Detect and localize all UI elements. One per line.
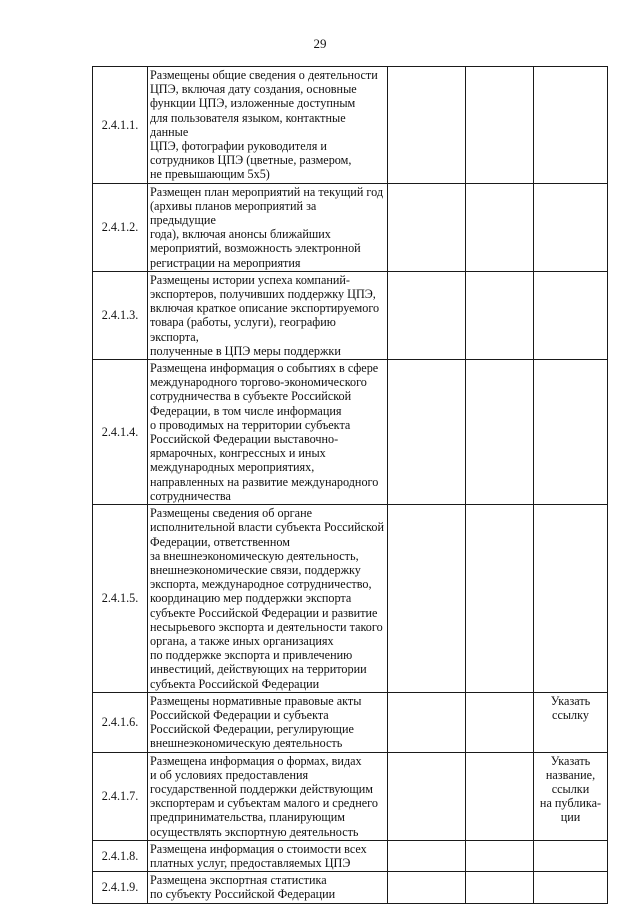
- row-number: 2.4.1.4.: [93, 360, 148, 505]
- row-note: Указать ссылку: [534, 692, 608, 752]
- row-criterion-text: Размещены истории успеха компаний- экспортеров, получивших поддержку ЦПЭ, включая краткое описание экспортируемого товара (работы, услуги), географию экспорта, полученные в ЦПЭ меры поддержки: [148, 271, 388, 359]
- row-number: 2.4.1.7.: [93, 752, 148, 840]
- row-number: 2.4.1.3.: [93, 271, 148, 359]
- row-note: [534, 872, 608, 903]
- row-number: 2.4.1.5.: [93, 505, 148, 693]
- empty-cell: [388, 505, 466, 693]
- row-note: Указать название, ссылки на публика- ции: [534, 752, 608, 840]
- row-note: [534, 271, 608, 359]
- empty-cell: [388, 692, 466, 752]
- row-number: 2.4.1.9.: [93, 872, 148, 903]
- row-number: 2.4.1.8.: [93, 840, 148, 871]
- table-row: [93, 183, 608, 271]
- empty-cell: [388, 271, 466, 359]
- row-number: 2.4.1.6.: [93, 692, 148, 752]
- empty-cell: [466, 360, 534, 505]
- page-number: 29: [313, 36, 327, 51]
- empty-cell: [466, 505, 534, 693]
- table-row: [93, 692, 608, 752]
- empty-cell: [466, 271, 534, 359]
- table-row: [93, 872, 608, 903]
- row-criterion-text: Размещены нормативные правовые акты Российской Федерации и субъекта Российской Федерации, регулирующие внешнеэкономическую деятельность: [148, 692, 388, 752]
- row-note: [534, 840, 608, 871]
- table-row: [93, 840, 608, 871]
- row-criterion-text: Размещена информация о формах, видах и об условиях предоставления государственной поддержки действующим экспортерам и субъектам малого и среднего предпринимательства, планирующим осуществлять экспортную деятельность: [148, 752, 388, 840]
- row-number: 2.4.1.2.: [93, 183, 148, 271]
- row-criterion-text: Размещены сведения об органе исполнительной власти субъекта Российской Федерации, ответственном за внешнеэкономическую деятельность, внешнеэкономические связи, поддержку экспорта, международное сотрудничество, координацию мер поддержки экспорта субъекте Российской Федерации и развитие несырьевого экспорта и деятельности такого органа, а также иных организациях по поддержке экспорта и привлечению инвестиций, действующих на территории субъекта Российской Федерации: [148, 505, 388, 693]
- empty-cell: [466, 183, 534, 271]
- empty-cell: [388, 752, 466, 840]
- row-note: [534, 67, 608, 184]
- empty-cell: [388, 67, 466, 184]
- table-row: [93, 505, 608, 693]
- empty-cell: [466, 840, 534, 871]
- empty-cell: [466, 692, 534, 752]
- row-criterion-text: Размещены общие сведения о деятельности ЦПЭ, включая дату создания, основные функции ЦПЭ, изложенные доступным для пользователя языком, контактные данные ЦПЭ, фотографии руководителя и сотрудников ЦПЭ (цветные, размером, не превышающим 5х5): [148, 67, 388, 184]
- empty-cell: [466, 752, 534, 840]
- row-note: [534, 505, 608, 693]
- empty-cell: [388, 840, 466, 871]
- table-row: [93, 752, 608, 840]
- row-criterion-text: Размещена информация о стоимости всех платных услуг, предоставляемых ЦПЭ: [148, 840, 388, 871]
- table-row: [93, 271, 608, 359]
- empty-cell: [466, 67, 534, 184]
- row-criterion-text: Размещена информация о событиях в сфере международного торгово-экономического сотрудничества в субъекте Российской Федерации, в том числе информация о проводимых на территории субъекта Российской Федерации выставочно- ярмарочных, конгрессных и иных международных мероприятиях, направленных на развитие международного сотрудничества: [148, 360, 388, 505]
- row-number: 2.4.1.1.: [93, 67, 148, 184]
- empty-cell: [466, 872, 534, 903]
- table-row: [93, 360, 608, 505]
- empty-cell: [388, 183, 466, 271]
- row-criterion-text: Размещена экспортная статистика по субъекту Российской Федерации: [148, 872, 388, 903]
- empty-cell: [388, 872, 466, 903]
- row-criterion-text: Размещен план мероприятий на текущий год (архивы планов мероприятий за предыдущие года), включая анонсы ближайших мероприятий, возможность электронной регистрации на мероприятия: [148, 183, 388, 271]
- row-note: [534, 183, 608, 271]
- table-row: [93, 67, 608, 184]
- empty-cell: [388, 360, 466, 505]
- criteria-table: [92, 66, 608, 904]
- row-note: [534, 360, 608, 505]
